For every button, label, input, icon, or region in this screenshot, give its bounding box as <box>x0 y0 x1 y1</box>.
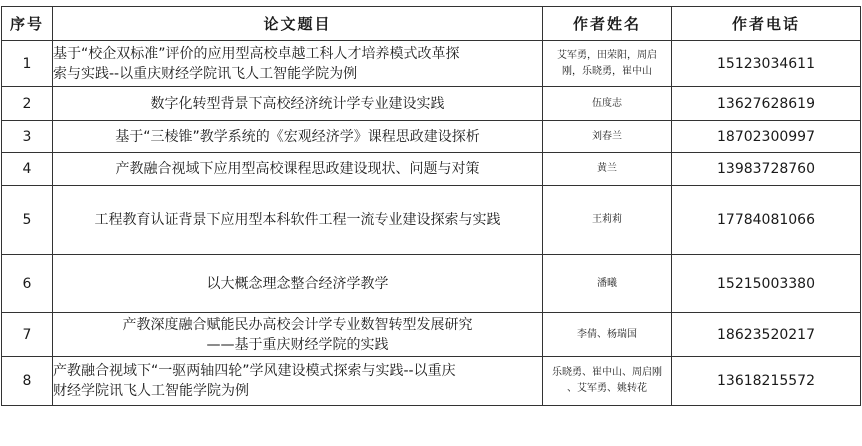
row-seq-number: 6 <box>2 255 53 313</box>
paper-title-line: 以大概念理念整合经济学教学 <box>206 275 389 292</box>
table-row <box>2 186 861 255</box>
row-paper-title <box>53 121 543 153</box>
row-paper-title <box>53 255 543 313</box>
table-row <box>2 153 861 186</box>
paper-title-line: 财经学院讯飞人工智能学院为例 <box>53 383 249 399</box>
row-authors <box>543 41 672 87</box>
row-authors <box>543 153 672 186</box>
paper-title-line: 工程教育认证背景下应用型本科软件工程一流专业建设探索与实践 <box>94 212 501 228</box>
row-seq-number: 2 <box>2 87 53 121</box>
row-authors <box>543 186 672 255</box>
row-authors <box>543 357 672 406</box>
table-row <box>2 313 861 357</box>
row-paper-title <box>53 313 543 357</box>
author-line: 刚，乐晓勇，崔中山 <box>562 65 652 77</box>
paper-title-line: 数字化转型背景下高校经济统计学专业建设实践 <box>150 95 445 112</box>
row-seq-number: 5 <box>2 186 53 255</box>
header-title: 论文题目 <box>53 7 543 41</box>
row-authors <box>543 313 672 357</box>
table-row <box>2 87 861 121</box>
row-phone: 18623520217 <box>672 313 861 357</box>
row-authors <box>543 121 672 153</box>
paper-title-line: 产教融合视域下应用型高校课程思政建设现状、问题与对策 <box>115 161 480 177</box>
author-line: 乐晓勇、崔中山、周启刚 <box>552 367 662 378</box>
row-authors <box>543 255 672 313</box>
table-row <box>2 41 861 87</box>
row-paper-title <box>53 186 543 255</box>
row-seq-number: 4 <box>2 153 53 186</box>
row-paper-title <box>53 41 543 87</box>
author-line: 黄兰 <box>597 163 617 174</box>
row-authors <box>543 87 672 121</box>
paper-title-line: 产教深度融合赋能民办高校会计学专业数智转型发展研究 <box>122 316 473 333</box>
header-seq: 序号 <box>2 7 53 41</box>
row-seq-number: 8 <box>2 357 53 406</box>
row-seq-number: 7 <box>2 313 53 357</box>
table-row <box>2 255 861 313</box>
row-seq-number: 1 <box>2 41 53 87</box>
row-seq-number: 3 <box>2 121 53 153</box>
row-phone: 17784081066 <box>672 186 861 255</box>
row-phone: 13618215572 <box>672 357 861 406</box>
table-row <box>2 121 861 153</box>
author-line: 艾军勇，田荣阳，周启 <box>557 49 657 61</box>
header-authors: 作者姓名 <box>543 7 672 41</box>
paper-title-line: ——基于重庆财经学院的实践 <box>206 336 389 353</box>
header-row <box>2 7 861 41</box>
header-phone: 作者电话 <box>672 7 861 41</box>
row-paper-title <box>53 357 543 406</box>
paper-title-line: 基于“三棱锥”教学系统的《宏观经济学》课程思政建设探析 <box>115 128 480 145</box>
row-paper-title <box>53 153 543 186</box>
author-line: 、艾军勇、姚转花 <box>567 383 647 394</box>
author-line: 潘曦 <box>597 277 617 289</box>
row-phone: 18702300997 <box>672 121 861 153</box>
author-line: 王莉莉 <box>592 214 622 225</box>
row-paper-title <box>53 87 543 121</box>
table-row <box>2 357 861 406</box>
papers-table <box>1 6 861 406</box>
row-phone: 13627628619 <box>672 87 861 121</box>
paper-title-line: 基于“校企双标准”评价的应用型高校卓越工科人才培养模式改革探 <box>53 45 460 62</box>
author-line: 李倩、杨瑞国 <box>577 328 637 340</box>
author-line: 刘春兰 <box>592 130 622 142</box>
paper-title-line: 产教融合视域下“一驱两轴四轮”学风建设模式探索与实践--以重庆 <box>53 363 456 379</box>
author-line: 伍度志 <box>592 97 622 109</box>
paper-title-line: 索与实践--以重庆财经学院讯飞人工智能学院为例 <box>53 65 358 82</box>
row-phone: 13983728760 <box>672 153 861 186</box>
row-phone: 15215003380 <box>672 255 861 313</box>
row-phone: 15123034611 <box>672 41 861 87</box>
